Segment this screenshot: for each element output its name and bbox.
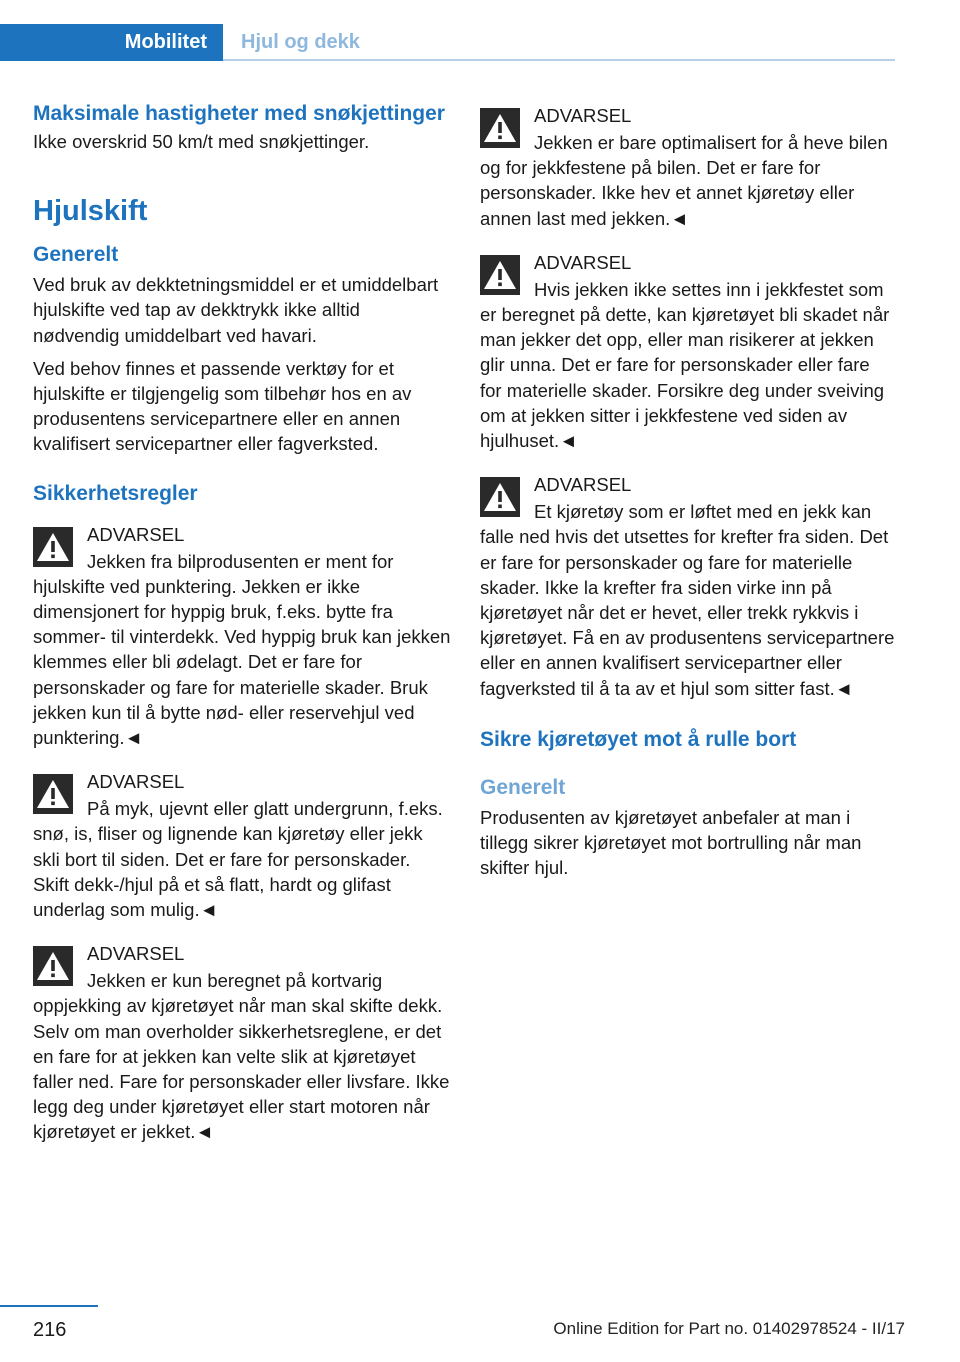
secure-vehicle-text: Produsenten av kjøretøyet anbefaler at man i tillegg sikrer kjøretøyet mot bortrulling når man skifter hjul. (480, 806, 862, 879)
right-column (480, 102, 895, 888)
general-heading: Generelt (480, 775, 566, 799)
page-footer (0, 1305, 960, 1362)
warning-text: Jekken er kun beregnet på kortvarig oppjekking av kjøretøyet når man skal skifte dekk. Selv om man overholder sikkerhetsreglene, er det en fare for at jekken kan velte slik at kjøretøyet faller ned. Fare for personskader eller livsfare. Ikke legg deg under kjøretøyet eller start motoren når kjøretøyet er jekket.◄ (33, 970, 450, 1143)
warning-block (33, 521, 451, 751)
max-speed-heading: Maksimale hastigheter med snøkjettinger (33, 102, 445, 125)
max-speed-text: Ikke overskrid 50 km/t med snøkjettinger. (33, 131, 370, 152)
warning-block (33, 940, 451, 1144)
subsection-tab: Hjul og dekk (241, 31, 360, 53)
warning-title: ADVARSEL (534, 474, 632, 496)
warning-text: Jekken er bare optimalisert for å heve bilen og for jekkfestene på bilen. Det er fare for personskader. Ikke hev et annet kjøretøy eller annen last med jekken.◄ (480, 132, 888, 229)
warning-block (480, 102, 895, 231)
general-heading: Generelt (33, 243, 119, 267)
warning-triangle-icon (33, 774, 73, 814)
general-paragraph-2: Ved behov finnes et passende verktøy for et hjulskifte er tilgjengelig som tilbehør hos en av produsentens servicepartnere eller en annen kvalifisert servicepartner eller fagverksted. (33, 357, 412, 455)
warning-text: Jekken fra bilprodusenten er ment for hjulskifte ved punktering. Jekken er ikke dimensjonert for hyppig bruk, f.eks. bytte fra sommer- til vinterdekk. Ved hyppig bruk kan jekken klemmes eller bli ødelagt. Det er fare for personskader og fare for materielle skader. Bruk jekken kun til å bytte nød- eller reservehjul ved punktering.◄ (33, 550, 451, 749)
safety-heading: Sikkerhetsregler (33, 481, 198, 505)
left-column (33, 102, 451, 1163)
warning-title: ADVARSEL (87, 523, 185, 545)
wheel-change-heading: Hjulskift (33, 195, 148, 228)
warning-triangle-icon (480, 477, 520, 517)
warning-title: ADVARSEL (87, 943, 185, 965)
warning-triangle-icon (33, 527, 73, 567)
warning-triangle-icon (33, 946, 73, 986)
page-header (0, 24, 895, 61)
edition-note: Online Edition for Part no. 01402978524 - II/17 (553, 1319, 905, 1338)
warning-text: Hvis jekken ikke settes inn i jekkfestet som er beregnet på dette, kan kjøretøyet bli skadet når man jekker det opp, eller man risikerer at jekken glir unna. Det er fare for personskader eller fare for materielle skader. Forsikre deg under sveiving om at jekken sitter i jekkfestene ved siden av hjulhuset.◄ (480, 278, 890, 452)
warning-title: ADVARSEL (534, 251, 632, 273)
warning-block (480, 471, 895, 701)
warning-triangle-icon (480, 108, 520, 148)
footer-divider (0, 1305, 98, 1307)
page-number: 216 (33, 1319, 67, 1341)
general-paragraph-1: Ved bruk av dekktetningsmiddel er et umiddelbart hjulskifte ved tap av dekktrykk ikke alltid nødvendig umiddelbart ved havari. (33, 274, 439, 346)
section-tab: Mobilitet (0, 24, 223, 61)
secure-vehicle-heading: Sikre kjøretøyet mot å rulle bort (480, 727, 797, 751)
warning-triangle-icon (480, 255, 520, 295)
warning-text: På myk, ujevnt eller glatt undergrunn, f.eks. snø, is, fliser og lignende kan kjøretøy eller jekk skli bort til siden. Det er fare for personskader. Skift dekk-/hjul på et så flatt, hardt og glifast underlag som mulig.◄ (33, 798, 443, 921)
warning-text: Et kjøretøy som er løftet med en jekk kan falle ned hvis det utsettes for krefter fra siden. Det er fare for personskader og fare for materielle skader. Ikke la krefter fra siden virke inn på kjøretøyet når det er hevet, eller trekk rykkvis i kjøretøyet. Få en av produsentens servicepartnere eller en annen kvalifisert servicepartner eller fagverksted til å ta av et hjul som sitter fast.◄ (480, 501, 895, 699)
warning-block (33, 768, 451, 922)
warning-block (480, 249, 895, 453)
warning-title: ADVARSEL (87, 771, 185, 793)
header-divider (223, 59, 895, 61)
warning-title: ADVARSEL (534, 105, 632, 126)
